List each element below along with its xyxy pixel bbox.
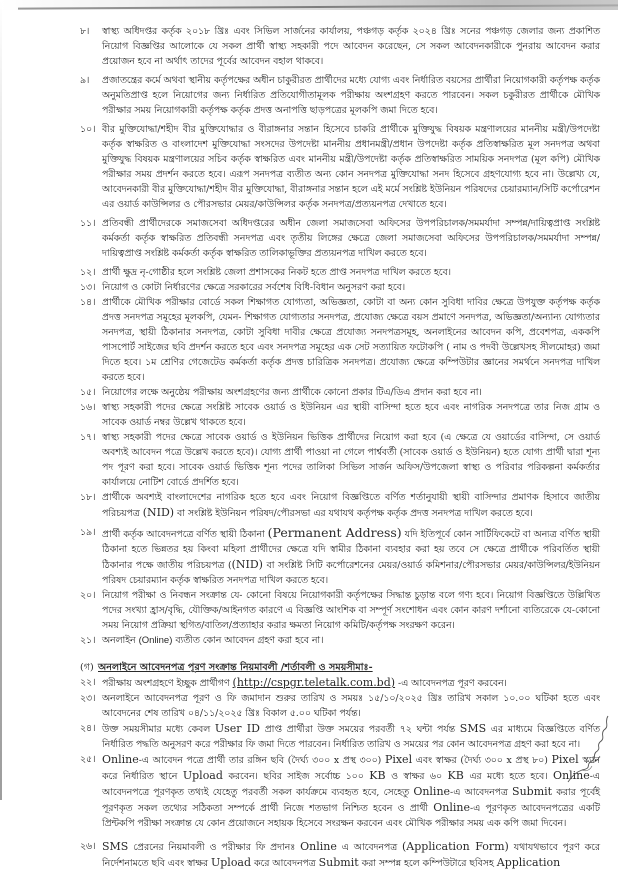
section-number: (গ) (80, 662, 94, 673)
list-item-26 (80, 839, 600, 871)
section-title: অনলাইনে আবেদনপত্র পূরণ সংক্রান্ত নিয়মাবলী /শর্তাবলী ও সময়সীমাঃ- (98, 662, 373, 673)
item-text: স্বাস্থ্য অধিদপ্তর কর্তৃক ২০১৮ খ্রিঃ এবং সিভিল সার্জনের কার্যালয়, পঞ্চগড় কর্তৃক ২০২৪ খ্রিঃ সনের পঞ্চগড় জেলার জন্য প্রকাশিত নিয়োগ বিজ্ঞপ্তির আলোকে যে সকল প্রার্থী স্বাস্থ্য সহকারী পদে আবেদন করেছেন, সে সকল আবেদনকারীকে পুনরায় আবেদন করার প্রয়োজন হবে না অর্থাৎ তাদের পূর্বের আবেদন বহাল থাকবে। (102, 26, 600, 67)
latin-term: Submit (512, 785, 553, 798)
item-number: ১৯। (80, 527, 96, 538)
latin-term: KB (447, 769, 464, 782)
item-text (102, 525, 600, 588)
item-text-part: করে আবেদনপত্র (251, 858, 319, 869)
nid-term: (NID) (231, 558, 263, 571)
item-text: বীর মুক্তিযোদ্ধা/শহীদ বীর মুক্তিযোদ্ধার ও বীরাঙ্গনার সন্তান হিসেবে চাকরি প্রার্থীকে মুক্তিযুদ্ধ বিষয়ক মন্ত্রণালয়ের মাননীয় মন্ত্রী/উপদেষ্টা কর্তৃক স্বাক্ষরিত ও বাংলাদেশ মুক্তিযোদ্ধা সংসদের উপদেষ্টা মাননীয় প্রধানমন্ত্রী/প্রধান উপদেষ্টা কর্তৃক প্রতিস্বাক্ষরিত মূল সনদপত্র অথবা মুক্তিযুদ্ধ বিষয়ক মন্ত্রণালয়ের সচিব কর্তৃক স্বাক্ষরিত এবং মাননীয় মন্ত্রী/উপদেষ্টা কর্তৃক প্রতিস্বাক্ষরিত সাময়িক সনদপত্র (মূল কপি) মৌখিক পরীক্ষার সময় প্রদর্শন করতে হবে। এরূপ সনদপত্র ব্যতীত অন্য কোন সনদপত্র মুক্তিযোদ্ধা সনদ হিসেবে গ্রহণযোগ্য হবে না। উল্লেখ্য যে, আবেদনকারী বীর মুক্তিযোদ্ধা/শহীদ বীর মুক্তিযোদ্ধা, বীরাঙ্গনার সন্তান হলে এই মর্মে সংশ্লিষ্ট ইউনিয়ন পরিষদের চেয়ারম্যান/সিটি কর্পোরেশন এর ওয়ার্ড কাউন্সিলর ও পৌরসভার মেয়র/কাউন্সিলর কর্তৃক সনদপত্র/প্রত্যয়নপত্র দেখাতে হবে। (102, 124, 600, 210)
item-text-part: উক্ত সময়সীমার মধ্যে কেবল (102, 724, 215, 735)
item-text: নিয়োগ ও কোটা নির্ধারণের ক্ষেত্রে সরকারের সর্বশেষ বিধি-বিধান অনুসরণ করা হবে। (102, 282, 406, 293)
item-text-part: এ আবেদনপত্র (336, 842, 403, 853)
list-item-24 (80, 721, 600, 752)
item-text-part: এবং স্বাক্ষর (দৈর্ঘ্য ৩০০ x প্রস্থ ৮০) (412, 755, 552, 766)
list-item-19 (80, 525, 600, 588)
item-number: ১০। (80, 124, 96, 135)
item-number: ২১। (80, 635, 96, 646)
list-item-11 (80, 216, 600, 261)
list-item-14 (80, 295, 600, 385)
item-text-part: বা সংশ্লিষ্ট সিটি কর্পোরেশনের মেয়র/ওয়ার্ড কমিশনার/পৌরসভার মেয়র/কাউন্সিলর/ইউনিয়ন পরিষদ চেয়ারম্যান কর্তৃক স্বাক্ষরিত সনদপত্র দাখিল করতে হবে। (102, 560, 600, 586)
item-text: নিয়োগের লক্ষে অনুষ্ঠেয় পরীক্ষায় অংশগ্রহণের জন্য প্রার্থীকে কোনো প্রকার টিএ/ডিএ প্রদান করা হবে না। (102, 387, 482, 398)
item-text-part: করার পূর্বেই পূরণকৃত সকল তথ্যের সঠিকতা সম্পর্কে প্রার্থী নিজে শতভাগ নিশ্চিত হবেন ও প্রার্থী (102, 787, 600, 814)
item-text-part: -এ আবেদনপত্রে পূরণকৃত তথ্যই যেহেতু পরবর্তী সকল কার্যক্রমে ব্যবহৃত হবে, সেহেতু (102, 771, 600, 798)
item-text: প্রজাতন্ত্রের কর্মে অথবা স্থানীয় কর্তৃপক্ষের অধীন চাকুরীরত প্রার্থীদের মধ্যে যোগ্য এবং নির্ধারিত বয়সের প্রার্থীরা নিয়োগকারী কর্তৃপক্ষ কর্তৃক অনুমতিপ্রাপ্ত হলে নিয়োগের জন্য নির্ধারিত প্রতিযোগীতামূলক পরীক্ষায় অংশগ্রহণ করতে পারবেন। সকল চকুরীরত প্রার্থীকে মৌখিক পরীক্ষার সময় নিয়োগকারী কর্তৃপক্ষ কর্তৃক প্রদত্ত অনাপত্তি ছাড়পত্রের মূলকপি জমা দিতে হবে। (102, 75, 600, 116)
list-item-22 (80, 675, 600, 691)
item-number: ৯। (80, 75, 90, 86)
list-item-21 (80, 633, 600, 648)
item-number: ১৫। (80, 387, 96, 398)
sms-term: SMS (459, 722, 487, 735)
item-text (102, 752, 600, 831)
latin-term: (Application Form) (402, 840, 509, 853)
list-item-12 (80, 265, 600, 280)
item-text (102, 490, 600, 521)
item-text-part: প্রার্থী কর্তৃক আবেদনপত্রে বর্ণিত স্থায়ী ঠিকানা (102, 529, 268, 540)
permanent-address-term: (Permanent Address) (267, 525, 402, 540)
item-text-part: -এ আবেদন পত্রে প্রার্থী তার রঙ্গিন ছবি (দৈর্ঘ্য ৩০০ x প্রস্থ ৩০০) (138, 755, 385, 766)
handwritten-signature (560, 712, 615, 787)
item-text: নিয়োগ পরীক্ষা ও নিবন্ধন সংক্রান্ত যে- কোনো বিষয়ে নিয়োগকারী কর্তৃপক্ষের সিদ্ধান্ত চুড়ান্ত বলে গণ্য হবে। নিয়োগ বিজ্ঞপ্তিতে উল্লিখিত পদের সংখ্যা হ্রাস/বৃদ্ধি, যৌক্তিক/আইনগত কারণে এ বিজ্ঞপ্তি আংশিক বা সম্পূর্ণ সংশোধন এবং কোন কারণ দর্শানো ব্যতিরেকে যে-কোনো সময় নিয়োগ প্রক্রিয়া স্থগিত/বাতিল/প্রত্যাহার করার ক্ষমতা নিয়োগ কমিটি/কর্তৃপক্ষ সংরক্ষণ করেন। (102, 590, 600, 631)
item-text-part: করবেন। ছবির সাইজ সর্বোচ্চ ১০০ (222, 771, 370, 782)
item-text: প্রতিবন্ধী প্রার্থীদেরকে সমাজসেবা অধিদপ্তরের অধীন জেলা সমাজসেবা অফিসের উপপরিচালক/সমমর্যাদা সম্পন্ন/দায়িত্বপ্রাপ্ত সংশ্লিষ্ট কর্মকর্তা কর্তৃক স্বাক্ষরিত প্রতিবন্ধী সনদপত্র এবং তৃতীয় লিঙ্গের ক্ষেত্রে জেলা সমাজসেবা অফিসের উপপরিচালক/সমমর্যাদা সম্পন্ন/দায়িত্বপ্রাপ্ত সংশ্লিষ্ট কর্মকর্তা কর্তৃক স্বাক্ষরিত তালিকাভূক্তির প্রত্যয়নপত্র দাখিল করতে হবে। (102, 218, 600, 259)
item-text-part: ও স্বাক্ষর ৬০ (385, 771, 448, 782)
teletalk-link[interactable]: (http://cspgr.teletalk.com.bd) (232, 676, 396, 689)
document-page (80, 24, 600, 875)
user-id-term: User ID (214, 722, 260, 735)
item-number: ১৮। (80, 492, 96, 503)
item-number: ১৪। (80, 297, 96, 308)
list-item-13 (80, 280, 600, 295)
item-number: ২৪। (80, 723, 96, 734)
item-number: ২৬। (80, 841, 96, 852)
item-number: ২৫। (80, 754, 96, 765)
latin-term: Online (433, 801, 471, 814)
item-text-part: স্ক্যান করে নির্ধারিত স্থানে (102, 755, 600, 782)
item-text-part: -এ পূরণকৃত আবেদনপত্রের একটি প্রিন্টকপি পরীক্ষা সংক্রান্ত যে কোন প্রয়োজনে সহায়ক হিসেবে সংরক্ষন করবেন এবং মৌখিক পরীক্ষার সময় এক কপি জমা দিবেন। (102, 803, 600, 829)
list-item-10 (80, 122, 600, 212)
scan-left-edge (0, 0, 2, 800)
section-g-heading (80, 660, 600, 675)
item-text: স্বাস্থ্য সহকারী পদের ক্ষেত্রে সংশ্লিষ্ট সাবেক ওয়ার্ড ও ইউনিয়ন এর স্থায়ী বাসিন্দা হতে হবে এবং নাগরিক সনদপত্রে তার নিজ গ্রাম ও সাবেক ওয়ার্ড নম্বর উল্লেখ থাকতে হবে। (102, 402, 600, 428)
list-item-23 (80, 691, 600, 721)
item-text-part: বা সংশ্লিষ্ট ইউনিয়ন পরিষদ/পৌরসভা এর যথাযথ কর্তৃপক্ষ কর্তৃক প্রদত্ত সনদপত্র দাখিল করতে হবে। (174, 508, 533, 519)
list-item-20 (80, 588, 600, 633)
item-number: ৮। (80, 26, 90, 37)
item-text-part: এর মধ্যে হতে হবে। (463, 771, 554, 782)
latin-term: Online (102, 753, 139, 766)
item-number: ২০। (80, 590, 96, 601)
item-text-part: যথাযথভাবে পূরণ করে নির্দেশনামতে ছবি এবং স্বাক্ষর (102, 842, 600, 869)
item-number: ১২। (80, 267, 96, 278)
item-text: অনলাইনে আবেদনপত্র পূরণ ও ফি জমাদান শুরুর তারিখ ও সময়ঃ ১৫/১০/২০২৫ খ্রিঃ তারিখ সকাল ১০.০০ ঘটিকা হতে এবং আবেদনের শেষ তারিখ ০৪/১১/২০২৫ খ্রিঃ বিকাল ৫.০০ ঘটিকা পর্যন্ত। (102, 693, 600, 719)
item-number: ১৬। (80, 402, 96, 413)
latin-term: Upload (210, 856, 252, 869)
item-text: স্বাস্থ্য সহকারী পদের ক্ষেত্রে সাবেক ওয়ার্ড ও ইউনিয়ন ভিত্তিক প্রার্থীদের নিয়োগ করা হবে (এ ক্ষেত্রে যে ওয়ার্ডের বাসিন্দা, সে ওয়ার্ড অবশ্যই আবেদন পত্রে উল্লেখ করতে হবে)। যোগ্য প্রার্থী পাওয়া না গেলে পার্শ্ববর্তী (সাবেক ওয়ার্ড ও ইউনিয়ন) হতে যোগ্য প্রার্থী দ্বারা শূন্য পদ পূরণ করা হবে। সাবেক ওয়ার্ড ভিত্তিক শূন্য পদের তালিকা সিভিল সার্জন অফিস/উপজেলা স্বাস্থ্য ও পরিবার পরিকল্পনা কর্মকর্তার কার্যালয়ে নোটিশ বোর্ডে প্রদর্শিত হবে। (102, 432, 600, 488)
item-text: প্রার্থী ক্ষুদ্র নৃ-গোষ্ঠীর হলে সংশ্লিষ্ট জেলা প্রশাসকের নিকট হতে প্রাপ্ত সনদপত্র দাখিল করতে হবে। (102, 267, 451, 278)
item-number: ১১। (80, 218, 96, 229)
item-text (102, 839, 600, 871)
list-item-8 (80, 24, 600, 69)
list-item-25 (80, 752, 600, 831)
item-text-part: করা সম্পন্ন হলে কম্পিউটারে ছবিসহ (358, 858, 497, 869)
list-item-18 (80, 490, 600, 521)
item-number: ১৭। (80, 432, 96, 443)
item-text: প্রার্থীকে মৌখিক পরীক্ষার বোর্ডে সকল শিক্ষাগত যোগ্যতা, অভিজ্ঞতা, কোটা বা অন্য কোন সুবিধা দাবির ক্ষেত্রে উপযুক্ত কর্তৃপক্ষ কর্তৃক প্রদত্ত সনদপত্র সমূহের মূলকপি, যেমন- শিক্ষাগত যোগ্যতার সনদপত্র, প্রযোজ্য ক্ষেত্রে বয়স প্রমাণে সনদপত্র, অভিজ্ঞতা/অন্যান্য যোগ্যতার সনদপত্র, স্থায়ী ঠিকানার সনদপত্র, কোটা সুবিধা দাবীর ক্ষেত্রে প্রযোজ্য সনদপত্রসমূহ, অনলাইনের আবেদন কপি, প্রবেশপত্র, এককপি পাসপোর্ট সাইজের ছবি প্রদর্শন করতে হবে এবং সনদপত্র সমূহের এক সেট সত্যায়িত ফটোকপি ( নাম ও পদবী উল্লেখসহ সীলমোহর) জমা দিতে হবে। ১ম শ্রেণির গেজেটেড কর্মকর্তা কর্তৃক প্রদত্ত চারিত্রিক সনদপত্র। প্রযোজ্য ক্ষেত্রে কম্পিউটার জ্ঞানের সমর্থনে সনদপত্র দাখিল করতে হবে। (102, 297, 600, 383)
latin-term: Upload (182, 769, 223, 782)
latin-term: Pixel (384, 753, 413, 766)
item-text-part: প্রাপ্ত প্রার্থীরা উক্ত সময়ের পরবর্তী ৭২ ঘন্টা পর্যন্ত (259, 724, 460, 735)
item-text-part: অনলাইন (102, 635, 139, 646)
item-text-part: প্রেরনের নিয়মাবলী ও পরীক্ষার ফি প্রদানঃ (128, 842, 301, 853)
nid-term: (NID) (142, 506, 175, 519)
item-number: ১৩। (80, 282, 96, 293)
item-text (102, 721, 600, 752)
item-number: ২২। (80, 677, 96, 688)
item-text (102, 675, 600, 691)
latin-term: SMS (102, 840, 129, 853)
item-text-part: এর মাধ্যমে বিজ্ঞপ্তিতে বর্ণিত নির্ধারিত পদ্ধতি অনুসরণ করে পরীক্ষার ফি জমা দিতে পারবেন। নির্ধারিত তারিখ ও সময়ের পর কোন আবেদনপত্র গ্রহণ করা হবে না। (102, 724, 600, 750)
item-text-part: ব্যতীত কোন আবেদন গ্রহণ করা হবে না। (172, 635, 324, 646)
item-text-part: প্রার্থীকে অবশ্যই বাংলাদেশের নাগরিক হতে হবে এবং নিয়োগ বিজ্ঞপ্তিতে বর্ণিত শর্তানুযায়ী স্থায়ী বাসিন্দার প্রমাণক হিসাবে জাতীয় পরিচয়পত্র (102, 492, 600, 519)
item-text (102, 633, 600, 648)
list-item-16 (80, 400, 600, 430)
latin-term: Online (300, 840, 337, 853)
latin-term: Online (413, 785, 451, 798)
list-item-15 (80, 385, 600, 400)
latin-term: Submit (318, 856, 359, 869)
item-text-part: পরীক্ষায় অংশগ্রহণে ইচ্ছুক প্রার্থীগণ (102, 678, 233, 689)
item-text-part: -এ আবেদনপত্র (450, 787, 513, 798)
list-item-17 (80, 430, 600, 490)
latin-term: Pixel (551, 753, 579, 766)
item-text-part: যদি ইতিপূর্বে কোন সার্টিফিকেটে বা অন্যত্র বর্ণিত স্থায়ী ঠিকানা হতে ভিন্নতর হয় কিংবা মহিলা প্রার্থীদের ক্ষেত্রে যদি স্বামীর ঠিকানা ব্যবহার করা হয় তবে সে ক্ষেত্রে প্রার্থীকে পরিবর্তিত স্থায়ী ঠিকানার পক্ষে জাতীয় পরিচয়পত্র ( (102, 529, 600, 571)
item-text-part: -এ আবেদনপত্র পূরণ করবেন। (395, 678, 507, 689)
list-item-9 (80, 73, 600, 118)
latin-term: Application (496, 856, 561, 869)
item-number: ২৩। (80, 693, 96, 704)
online-term: (Online) (138, 635, 173, 646)
latin-term: KB (369, 769, 386, 782)
latin-term: Online (553, 769, 590, 782)
